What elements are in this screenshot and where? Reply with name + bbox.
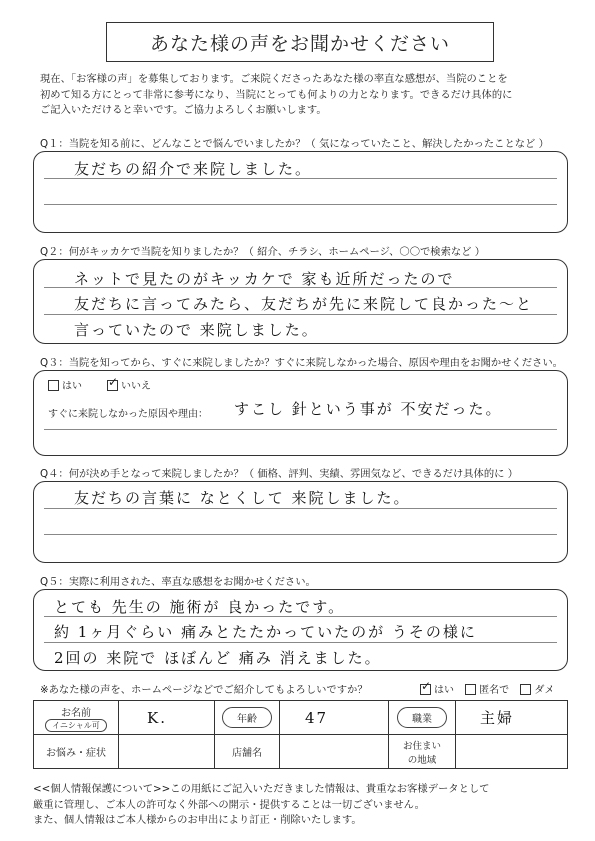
q3-answer-box[interactable] xyxy=(33,370,568,456)
privacy-line: また、個人情報はご本人様からのお申出により訂正・削除いたします。 xyxy=(33,814,362,826)
intro-line: 現在、「お客様の声」を募集しております。ご来院くださったあなた様の率直な感想が、当院のことを xyxy=(40,73,508,85)
shop-value-cell[interactable] xyxy=(280,735,389,769)
q4-answer-line: 友だちの言葉に なとくして 来院しました。 xyxy=(74,489,411,507)
q1-answer-box[interactable] xyxy=(33,151,568,233)
q4-question: Q４：何が決め手となって来院しましたか？（ 価格、評判、実績、雰囲気など、できるだけ具体的に ） xyxy=(40,468,519,480)
q3-reason-label: すぐに来院しなかった原因や理由： xyxy=(48,409,208,420)
answer-line xyxy=(44,204,557,205)
shop-label: 店舗名 xyxy=(232,748,262,759)
area-label: の地域 xyxy=(407,754,437,766)
name-label: お名前 xyxy=(61,707,91,719)
age-value-cell[interactable] xyxy=(280,701,389,735)
name-value: K. xyxy=(147,708,167,727)
area-label-cell xyxy=(389,735,456,769)
permission-options xyxy=(420,678,555,696)
intro-text xyxy=(40,72,570,119)
job-value-cell[interactable] xyxy=(456,701,568,735)
q3-answer: すこし 針という事が 不安だった。 xyxy=(234,400,503,418)
permission-option-no[interactable]: ダメ xyxy=(520,685,554,696)
q2-answer-line: 言っていたので 来院しました。 xyxy=(74,321,319,339)
job-label-cell xyxy=(389,701,456,735)
area-label: お住まい xyxy=(402,740,441,752)
q5-answer-line: 約 1ヶ月ぐらい 痛みとたたかっていたのが うその様に xyxy=(54,623,477,641)
q2-answer-line: 友だちに言ってみたら、友だちが先に来院して良かった〜と xyxy=(74,295,534,313)
page-title: あなた様の声をお聞かせください xyxy=(106,22,494,62)
info-table xyxy=(33,700,568,769)
q3-yes-label: はい xyxy=(62,381,82,392)
q2-answer-box[interactable] xyxy=(33,259,568,344)
answer-line xyxy=(44,508,557,509)
job-value: 主婦 xyxy=(480,709,515,727)
job-label: 職業 xyxy=(397,707,447,728)
q3-question: Q３：当院を知ってから、すぐに来院しましたか？すぐに来院しなかった場合、原因や理由をお聞かせください。 xyxy=(40,357,563,369)
worry-label: お悩み・症状 xyxy=(46,748,106,759)
permission-question: ※あなた様の声を、ホームページなどでご紹介してもよろしいですか？ xyxy=(40,684,368,696)
intro-line: ご記入いただけると幸いです。ご協力よろしくお願いします。 xyxy=(40,104,327,116)
permission-option-yes[interactable]: ✓ はい xyxy=(421,678,454,696)
answer-line xyxy=(44,642,557,643)
q2-question: Q２：何がキッカケで当院を知りましたか？（ 紹介、チラシ、ホームページ、〇〇で検索など ） xyxy=(40,246,486,258)
q5-answer-line: 2回の 来院で ほぼんど 痛み 消えました。 xyxy=(54,649,382,667)
q1-answer-line: 友だちの紹介で来院しました。 xyxy=(74,160,313,178)
worry-value-cell[interactable] xyxy=(119,735,215,769)
answer-line xyxy=(44,314,557,315)
checkbox-no[interactable] xyxy=(520,684,531,695)
q5-question: Q５：実際に利用された、率直な感想をお聞かせください。 xyxy=(40,576,316,588)
q4-answer-box[interactable] xyxy=(33,481,568,563)
age-value: 47 xyxy=(305,708,329,727)
worry-label-cell xyxy=(34,735,119,769)
q2-answer-line: ネットで見たのがキッカケで 家も近所だったので xyxy=(74,270,455,288)
name-label-cell xyxy=(34,701,119,735)
checkbox-no-checked[interactable]: ✓ xyxy=(108,374,119,389)
checkbox-anon[interactable] xyxy=(465,684,476,695)
shop-label-cell xyxy=(215,735,280,769)
age-label: 年齢 xyxy=(222,707,272,728)
privacy-line: <<個人情報保護について>>この用紙にご記入いただきました情報は、貴重なお客様データとして xyxy=(33,783,490,795)
q5-answer-line: とても 先生の 施術が 良かったです。 xyxy=(54,598,346,616)
name-value-cell[interactable] xyxy=(119,701,215,735)
permission-option-anon[interactable]: 匿名で xyxy=(465,685,509,696)
area-value-cell[interactable] xyxy=(456,735,568,769)
checkbox-yes-checked[interactable]: ✓ xyxy=(421,678,432,693)
age-label-cell xyxy=(215,701,280,735)
answer-line xyxy=(44,429,557,430)
name-sub-label: イニシャル可 xyxy=(45,719,107,732)
q1-question: Q１：当院を知る前に、どんなことで悩んでいましたか？（ 気になっていたこと、解決したかったことなど ） xyxy=(40,138,549,150)
intro-line: 初めて知る方にとって非常に参考になり、当院にとっても何よりの力となります。できるだけ具体的に xyxy=(40,88,513,101)
q5-answer-box[interactable] xyxy=(33,589,568,671)
answer-line xyxy=(44,534,557,535)
privacy-line: 厳重に管理し、ご本人の許可なく外部への開示・提供することは一切ございません。 xyxy=(33,798,425,811)
q3-no-label: いいえ xyxy=(121,381,151,392)
privacy-notice xyxy=(33,782,578,829)
